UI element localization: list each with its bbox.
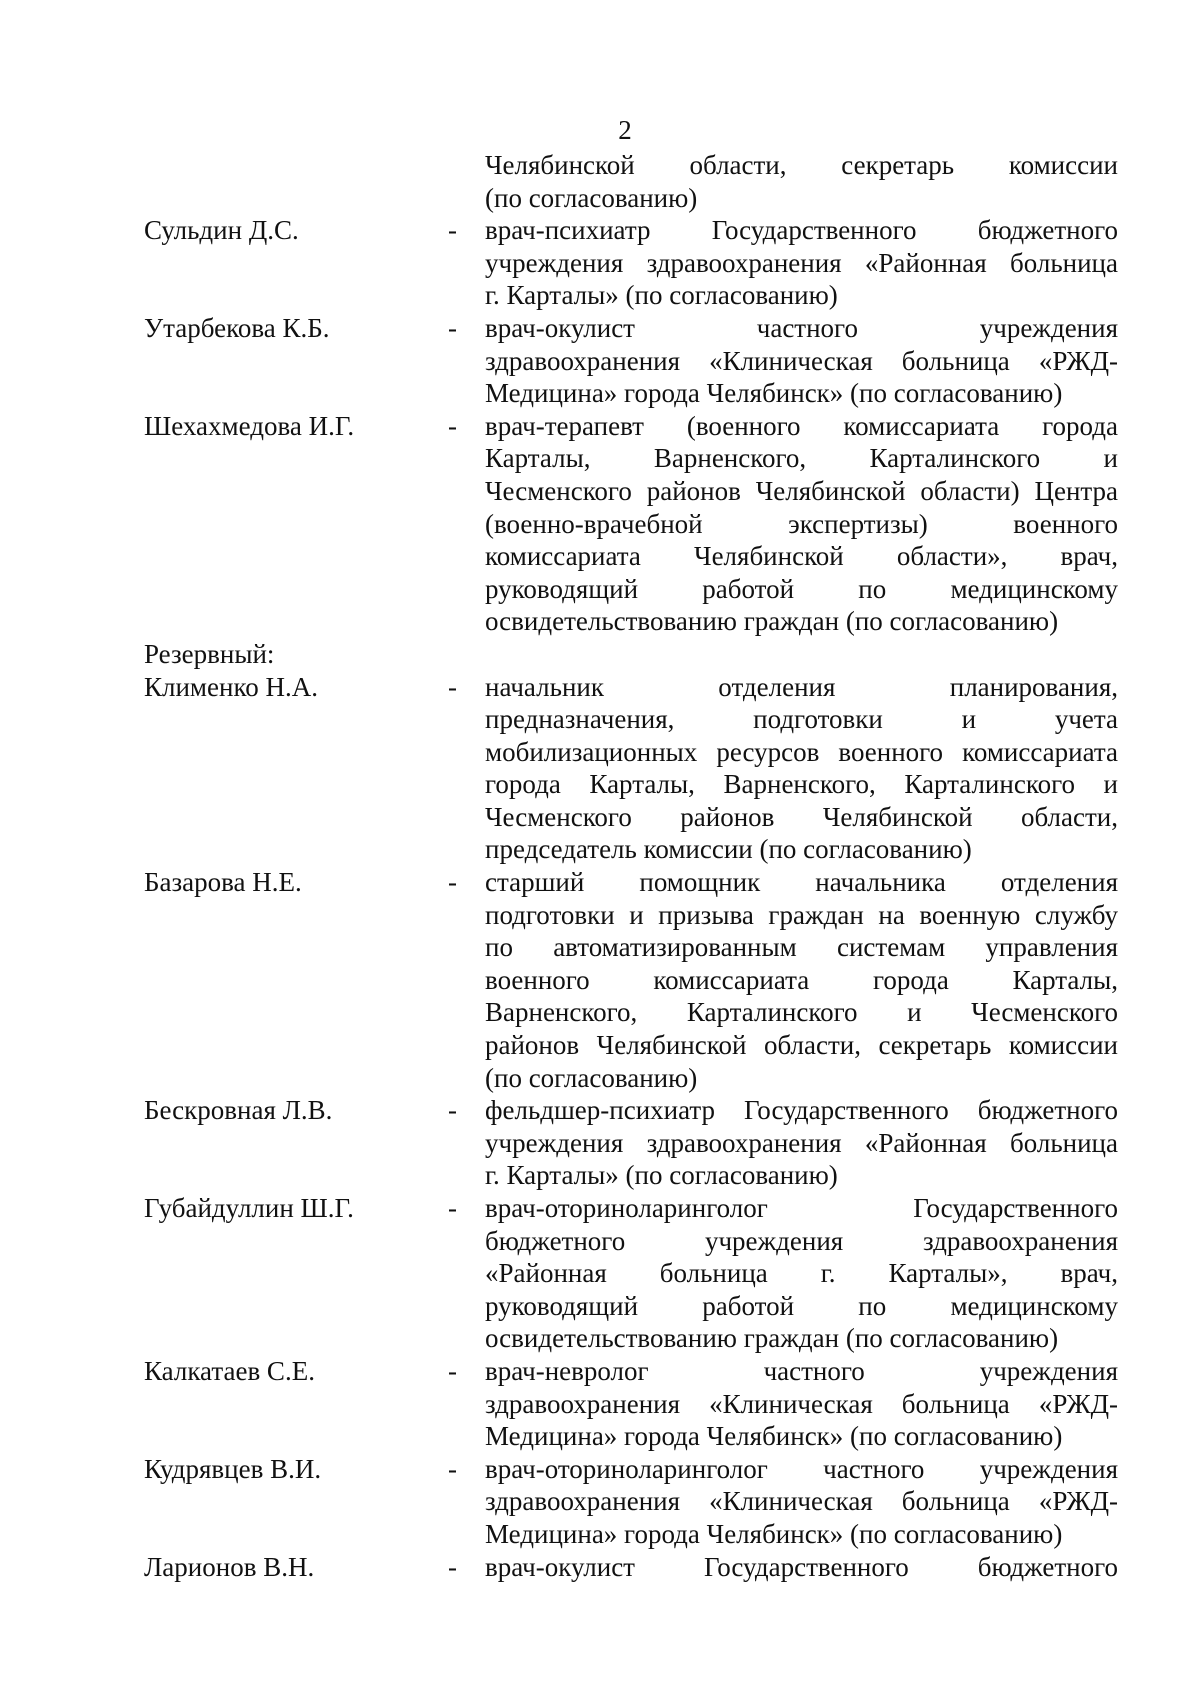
member-description — [485, 1551, 1118, 1584]
member-dash: - — [448, 1095, 457, 1126]
description-line: врач-невролог частного учреждения — [485, 1355, 1118, 1386]
member-description — [485, 1355, 1118, 1453]
description-line: военного комиссариата города Карталы, — [485, 964, 1118, 995]
description-line: по автоматизированным системам управления — [485, 932, 1118, 963]
description-line: старший помощник начальника отделения — [485, 867, 1118, 898]
description-line: предназначения, подготовки и учета — [485, 704, 1118, 735]
member-entry — [144, 410, 1120, 638]
description-line: Чесменского районов Челябинской области, — [485, 801, 1118, 832]
member-description — [485, 671, 1118, 867]
description-line: подготовки и призыва граждан на военную службу — [485, 899, 1118, 930]
description-line: здравоохранения «Клиническая больница «РЖД- — [485, 345, 1118, 376]
description-line: Медицина» города Челябинск» (по согласованию) — [485, 1518, 1063, 1549]
reserve-member-entry — [144, 1551, 1120, 1584]
description-line: освидетельствованию граждан (по согласованию) — [485, 606, 1059, 637]
description-line: врач-терапевт (военного комиссариата города — [485, 410, 1118, 441]
description-line: руководящий работой по медицинскому — [485, 573, 1118, 604]
reserve-member-entry — [144, 1094, 1120, 1192]
description-line: освидетельствованию граждан (по согласованию) — [485, 1323, 1059, 1354]
member-dash: - — [448, 1193, 457, 1223]
description-line: Карталы, Варненского, Карталинского и — [485, 443, 1118, 474]
member-name: Ларионов В.Н. — [144, 1551, 315, 1582]
description-line: здравоохранения «Клиническая больница «РЖД- — [485, 1388, 1118, 1419]
member-description — [485, 1453, 1118, 1551]
member-name: Кудрявцев В.И. — [144, 1453, 322, 1484]
reserve-heading: Резервный: — [144, 638, 275, 669]
member-dash: - — [448, 1355, 457, 1386]
member-dash: - — [448, 312, 457, 343]
member-description — [485, 149, 1118, 214]
description-line: комиссариата Челябинской области», врач, — [485, 541, 1118, 572]
description-line: Медицина» города Челябинск» (по согласованию) — [485, 378, 1063, 409]
member-name: Базарова Н.Е. — [144, 867, 302, 898]
description-line: г. Карталы» (по согласованию) — [485, 280, 838, 311]
description-line: города Карталы, Варненского, Карталинского и — [485, 769, 1118, 800]
description-line: мобилизационных ресурсов военного комиссариата — [485, 736, 1118, 767]
description-line: Варненского, Карталинского и Чесменского — [485, 997, 1118, 1028]
member-description — [485, 1094, 1118, 1192]
reserve-member-entry — [144, 1355, 1120, 1453]
member-description — [485, 410, 1118, 638]
description-line: районов Челябинской области, секретарь комиссии — [485, 1030, 1118, 1061]
description-line: (военно-врачебной экспертизы) военного — [485, 508, 1118, 539]
member-name: Сульдин Д.С. — [144, 215, 299, 246]
reserve-member-entry — [144, 1192, 1120, 1355]
page-number: 2 — [618, 115, 632, 145]
description-line: (по согласованию) — [485, 1062, 698, 1093]
member-name: Бескровная Л.В. — [144, 1095, 333, 1126]
member-entry — [144, 214, 1120, 312]
description-line: Медицина» города Челябинск» (по согласованию) — [485, 1421, 1063, 1452]
member-description — [485, 312, 1118, 410]
description-line: врач-окулист Государственного бюджетного — [485, 1551, 1118, 1582]
description-line: председатель комиссии (по согласованию) — [485, 834, 972, 865]
member-dash: - — [448, 215, 457, 246]
member-description — [485, 1192, 1118, 1355]
description-line: врач-психиатр Государственного бюджетного — [485, 215, 1118, 246]
member-description — [485, 866, 1118, 1094]
description-line: учреждения здравоохранения «Районная больница — [485, 247, 1118, 278]
description-line: фельдшер-психиатр Государственного бюджетного — [485, 1095, 1118, 1126]
continuation-entry — [144, 149, 1120, 214]
member-dash: - — [448, 1551, 457, 1582]
reserve-member-entry — [144, 866, 1120, 1094]
description-line: Чесменского районов Челябинской области) Центра — [485, 475, 1118, 506]
description-line: врач-оториноларинголог Государственного — [485, 1193, 1118, 1223]
description-line: бюджетного учреждения здравоохранения — [485, 1225, 1118, 1256]
member-entry — [144, 312, 1120, 410]
description-line: Челябинской области, секретарь комиссии — [485, 150, 1118, 180]
commission-list — [144, 149, 1120, 1583]
member-dash: - — [448, 867, 457, 898]
description-line: (по согласованию) — [485, 182, 698, 213]
reserve-member-entry — [144, 1453, 1120, 1551]
reserve-member-entry — [144, 671, 1120, 867]
description-line: начальник отделения планирования, — [485, 671, 1118, 702]
description-line: врач-окулист частного учреждения — [485, 312, 1118, 343]
description-line: врач-оториноларинголог частного учреждения — [485, 1453, 1118, 1484]
member-name: Шехахмедова И.Г. — [144, 410, 355, 441]
description-line: г. Карталы» (по согласованию) — [485, 1160, 838, 1191]
member-description — [485, 214, 1118, 312]
member-name: Клименко Н.А. — [144, 671, 318, 702]
description-line: учреждения здравоохранения «Районная больница — [485, 1127, 1118, 1158]
member-name: Губайдуллин Ш.Г. — [144, 1193, 354, 1223]
description-line: руководящий работой по медицинскому — [485, 1290, 1118, 1321]
member-name: Калкатаев С.Е. — [144, 1355, 315, 1386]
member-dash: - — [448, 410, 457, 441]
member-dash: - — [448, 1453, 457, 1484]
description-line: «Районная больница г. Карталы», врач, — [485, 1258, 1118, 1289]
member-name: Утарбекова К.Б. — [144, 312, 330, 343]
member-dash: - — [448, 671, 457, 702]
description-line: здравоохранения «Клиническая больница «РЖД- — [485, 1486, 1118, 1517]
